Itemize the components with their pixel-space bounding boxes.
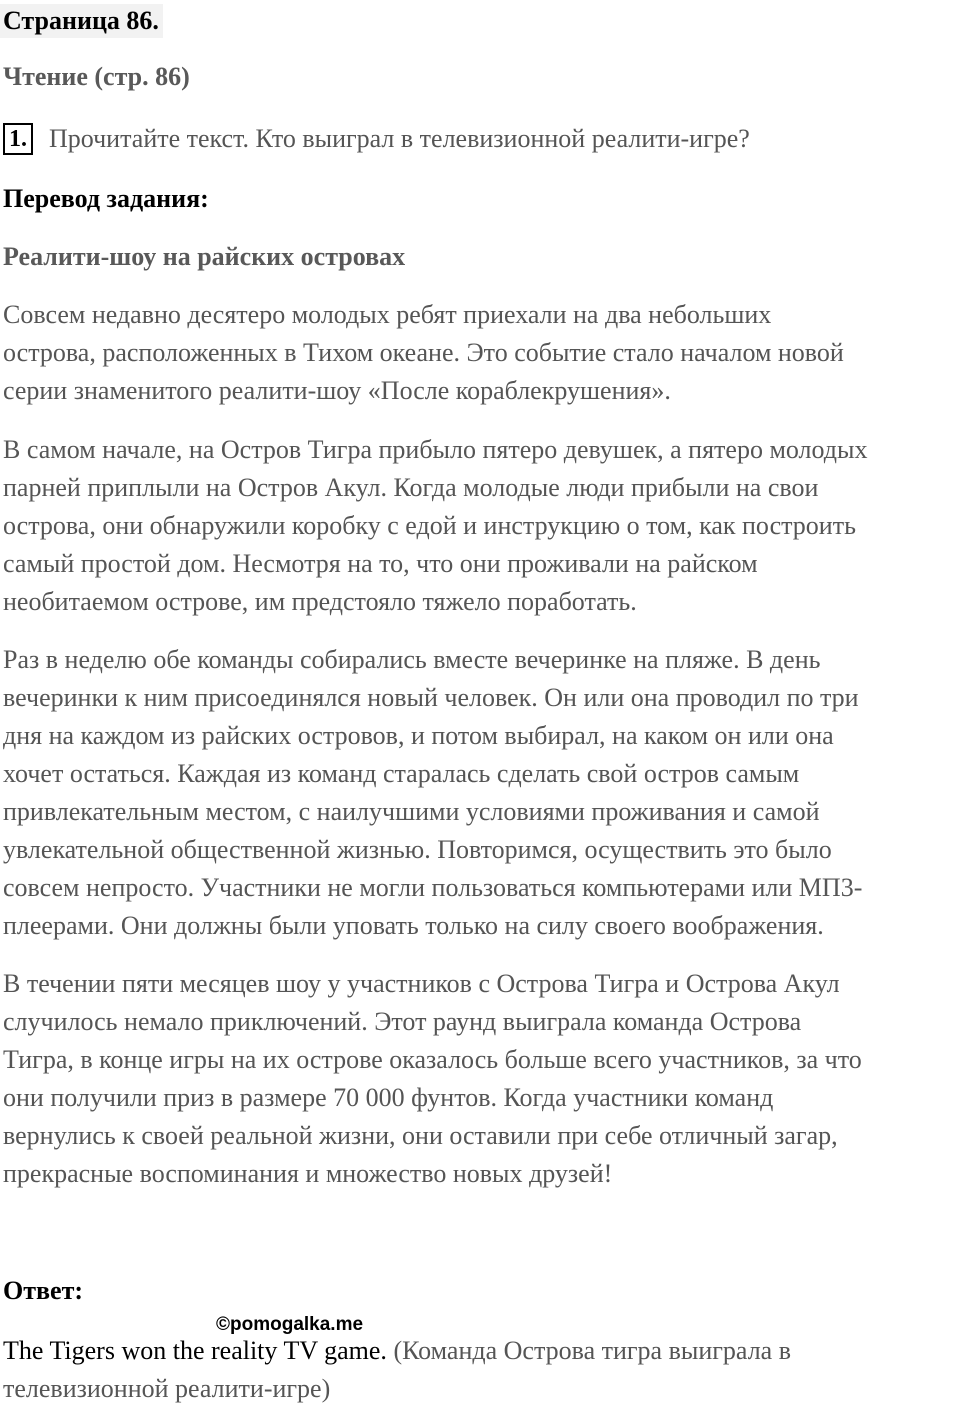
page-title: Страница 86. [0, 4, 163, 38]
watermark: ©pomogalka.me [216, 1314, 364, 1335]
answer-heading: Ответ: [3, 1276, 84, 1305]
paragraph-line: случилось немало приключений. Этот раунд выиграла команда Острова [3, 1007, 802, 1036]
answer-russian: (Команда Острова тигра выиграла в [386, 1336, 791, 1365]
paragraph-line: острова, они обнаружили коробку с едой и инструкцию о том, как построить [3, 511, 856, 540]
paragraph-line: Тигра, в конце игры на их острове оказалось больше всего участников, за что [3, 1045, 862, 1074]
task [3, 122, 750, 158]
paragraph-line: увлекательной общественной жизнью. Повторимся, осуществить это было [3, 835, 832, 864]
answer-english: The Tigers won the reality TV game. [3, 1336, 387, 1365]
paragraph-line: они получили приз в размере 70 000 фунтов. Когда участники команд [3, 1083, 774, 1112]
answer-russian-continued: телевизионной реалити-игре) [3, 1374, 331, 1403]
paragraph-line: В самом начале, на Остров Тигра прибыло пятеро девушек, а пятеро молодых [3, 435, 868, 464]
translation-heading: Перевод задания: [3, 184, 209, 213]
paragraph-line: Раз в неделю обе команды собирались вместе вечеринке на пляже. В день [3, 645, 821, 674]
paragraph-4 [3, 965, 959, 1193]
paragraph-1 [3, 296, 959, 410]
section-title: Чтение (стр. 86) [3, 62, 190, 91]
paragraph-line: привлекательным местом, с наилучшими условиями проживания и самой [3, 797, 820, 826]
paragraph-line: острова, расположенных в Тихом океане. Это событие стало началом новой [3, 338, 844, 367]
paragraph-line: вечеринки к ним присоединялся новый человек. Он или она проводил по три [3, 683, 859, 712]
paragraph-line: прекрасные воспоминания и множество новых друзей! [3, 1159, 613, 1188]
paragraph-line: совсем непросто. Участники не могли пользоваться компьютерами или МП3- [3, 873, 863, 902]
paragraph-line: дня на каждом из райских островов, и потом выбирал, на каком он или она [3, 721, 834, 750]
task-number-badge: 1. [3, 123, 33, 155]
paragraph-line: хочет остаться. Каждая из команд старалась сделать свой остров самым [3, 759, 800, 788]
paragraph-line: необитаемом острове, им предстояло тяжело поработать. [3, 587, 637, 616]
task-text: Прочитайте текст. Кто выиграл в телевизионной реалити-игре? [49, 124, 750, 153]
paragraph-3 [3, 641, 959, 945]
paragraph-line: плеерами. Они должны были уповать только на силу своего воображения. [3, 911, 824, 940]
paragraph-line: парней приплыли на Остров Акул. Когда молодые люди прибыли на свои [3, 473, 819, 502]
paragraph-line: самый простой дом. Несмотря на то, что они проживали на райском [3, 549, 758, 578]
paragraph-line: серии знаменитого реалити-шоу «После кораблекрушения». [3, 376, 671, 405]
answer-line [3, 1332, 959, 1370]
answer [3, 1332, 959, 1408]
paragraph-2 [3, 431, 959, 621]
story-title: Реалити-шоу на райских островах [3, 242, 406, 271]
paragraph-line: В течении пяти месяцев шоу у участников с Острова Тигра и Острова Акул [3, 969, 840, 998]
paragraph-line: Совсем недавно десятеро молодых ребят приехали на два небольших [3, 300, 772, 329]
paragraph-line: вернулись к своей реальной жизни, они оставили при себе отличный загар, [3, 1121, 838, 1150]
